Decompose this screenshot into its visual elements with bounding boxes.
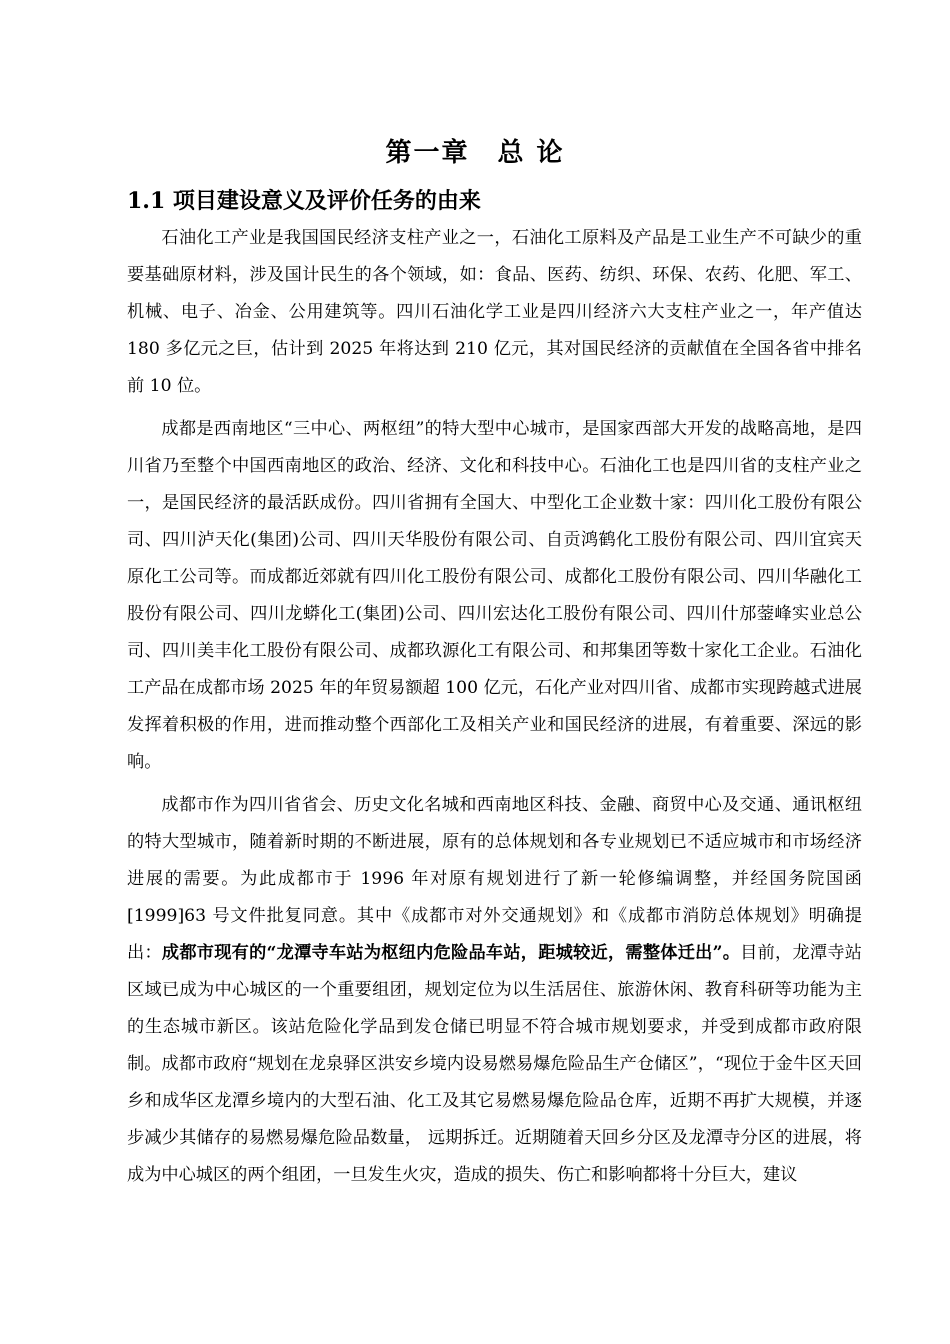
chapter-title: 第一章 总 论 [385, 138, 565, 168]
section-heading: 1.1 项目建设意义及评价任务的由来 [127, 188, 481, 214]
paragraph-3 [127, 787, 862, 1194]
paragraph-2: 成都是西南地区“三中心、两枢纽”的特大型中心城市，是国家西部大开发的战略高地，是四川省乃至整个中国西南地区的政治、经济、文化和科技中心。石油化工也是四川省的支柱产业之一，是国民经济的最活跃成份。四川省拥有全国大、中型化工企业数十家：四川化工股份有限公司、四川泸天化(集团)公司、四川天华股份有限公司、自贡鸿鹤化工股份有限公司、四川宜宾天原化工公司等。而成都近郊就有四川化工股份有限公司、成都化工股份有限公司、四川华融化工股份有限公司、四川龙蟒化工(集团)公司、四川宏达化工股份有限公司、四川什邡蓥峰实业总公司、四川美丰化工股份有限公司、成都玖源化工有限公司、和邦集团等数十家化工企业。石油化工产品在成都市场 2025 年的年贸易额超 100 亿元，石化产业对四川省、成都市实现跨越式进展发挥着积极的作用，进而推动整个西部化工及相关产业和国民经济的进展，有着重要、深远的影响。 [127, 419, 862, 772]
paragraph-3-emphasis: 成都市现有的“龙潭寺车站为枢纽内危险品车站，距城较近，需整体迁出”。 [161, 943, 741, 963]
paragraph-1: 石油化工产业是我国国民经济支柱产业之一，石油化工原料及产品是工业生产不可缺少的重要基础原材料，涉及国计民生的各个领域，如：食品、医药、纺织、环保、农药、化肥、军工、机械、电子、冶金、公用建筑等。四川石油化学工业是四川经济六大支柱产业之一，年产值达 180 多亿元之巨，估计到 2025 年将达到 210 亿元，其对国民经济的贡献值在全国各省中排名前 10 位。 [127, 228, 862, 396]
paragraph-3-lead: 成都市作为四川省省会、历史文化名城和西南地区科技、金融、商贸中心及交通、通讯枢纽的特大型城市，随着新时期的不断进展，原有的总体规划和各专业规划已不适应城市和市场经济进展的需要。为此成都市于 1996 年对原有规划进行了新一轮修编调整，并经国务院国函[1999]63 号文件批复同意。其中《成都市对外交通规划》和《成都市消防总体规划》明确提出： [127, 795, 862, 963]
body-text [127, 220, 862, 1200]
paragraph-3-rest: 目前，龙潭寺站区域已成为中心城区的一个重要组团，规划定位为以生活居住、旅游休闲、教育科研等功能为主的生态城市新区。该站危险化学品到发仓储已明显不符合城市规划要求，并受到成都市政府限制。成都市政府“规划在龙泉驿区洪安乡境内设易燃易爆危险品生产仓储区”，“现位于金牛区天回乡和成华区龙潭乡境内的大型石油、化工及其它易燃易爆危险品仓库，近期不再扩大规模，并逐步减少其储存的易燃易爆危险品数量， 远期拆迁。近期随着天回乡分区及龙潭寺分区的进展，将成为中心城区的两个组团，一旦发生火灾，造成的损失、伤亡和影响都将十分巨大，建议 [127, 943, 862, 1185]
